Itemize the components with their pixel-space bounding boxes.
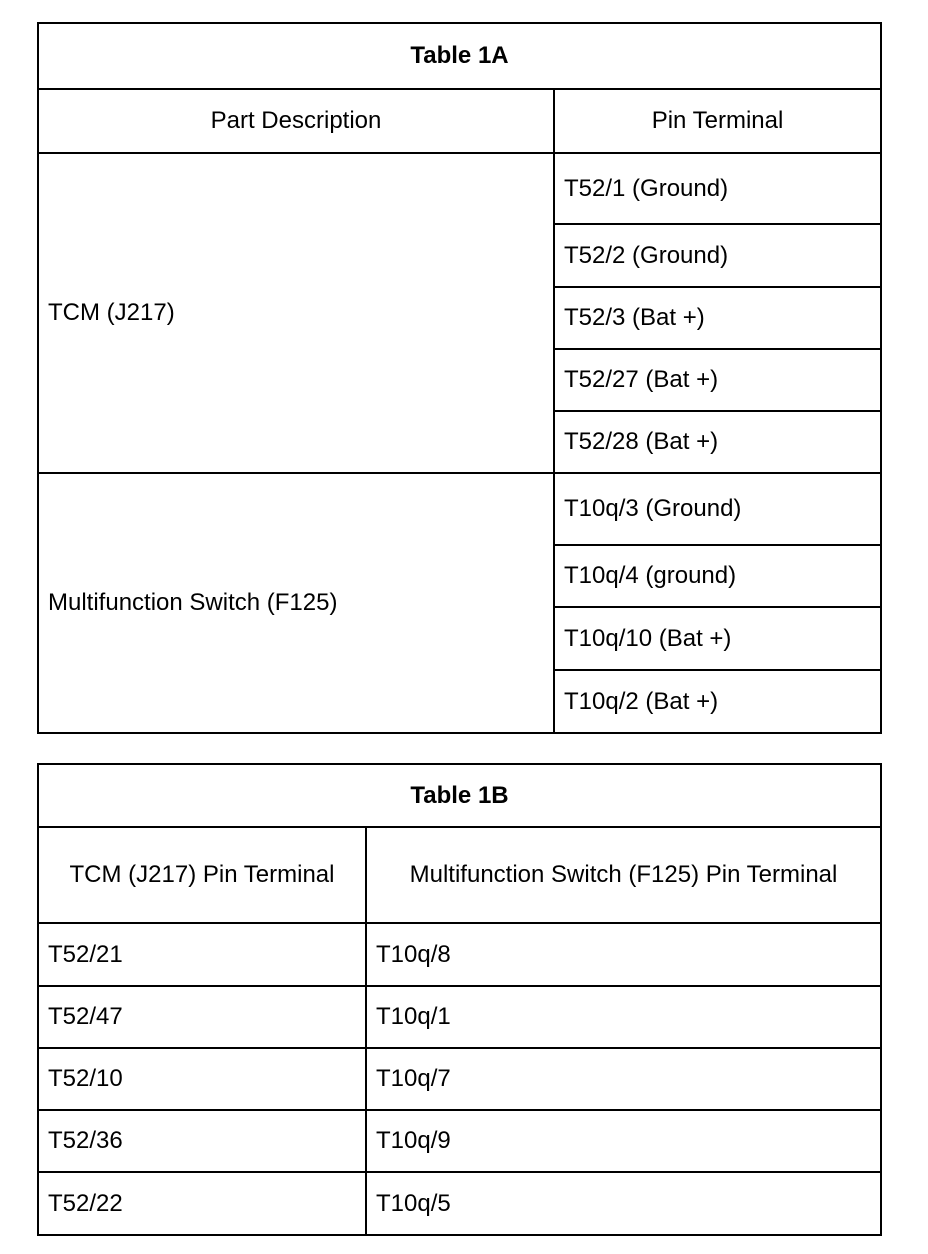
pin-cell: T52/3 (Bat +) — [554, 287, 881, 349]
tcm-pin-cell: T52/22 — [38, 1172, 366, 1235]
tcm-pin-cell: T52/47 — [38, 986, 366, 1048]
pin-cell: T52/27 (Bat +) — [554, 349, 881, 411]
table-1b-title: Table 1B — [38, 764, 881, 827]
header-part-description: Part Description — [38, 89, 554, 153]
tcm-pin-cell: T52/21 — [38, 923, 366, 986]
switch-pin-cell: T10q/1 — [366, 986, 881, 1048]
table-1b — [37, 763, 882, 1236]
header-switch-pin-terminal: Multifunction Switch (F125) Pin Terminal — [366, 827, 881, 923]
pin-cell: T10q/3 (Ground) — [554, 473, 881, 545]
switch-pin-cell: T10q/9 — [366, 1110, 881, 1172]
table-row — [38, 1110, 881, 1172]
table-row — [38, 923, 881, 986]
header-tcm-pin-terminal: TCM (J217) Pin Terminal — [38, 827, 366, 923]
tcm-pin-cell: T52/10 — [38, 1048, 366, 1110]
pin-cell: T52/28 (Bat +) — [554, 411, 881, 473]
table-row — [38, 1172, 881, 1235]
table-1a — [37, 22, 882, 734]
header-pin-terminal: Pin Terminal — [554, 89, 881, 153]
pin-cell: T10q/10 (Bat +) — [554, 607, 881, 670]
switch-pin-cell: T10q/8 — [366, 923, 881, 986]
pin-cell: T52/2 (Ground) — [554, 224, 881, 287]
switch-pin-cell: T10q/7 — [366, 1048, 881, 1110]
pin-cell: T52/1 (Ground) — [554, 153, 881, 224]
pin-cell: T10q/4 (ground) — [554, 545, 881, 607]
tcm-pin-cell: T52/36 — [38, 1110, 366, 1172]
table-row — [38, 986, 881, 1048]
table-1a-title: Table 1A — [38, 23, 881, 89]
table-row — [38, 1048, 881, 1110]
part-tcm: TCM (J217) — [38, 153, 554, 473]
part-multifunction-switch: Multifunction Switch (F125) — [38, 473, 554, 733]
pin-cell: T10q/2 (Bat +) — [554, 670, 881, 733]
switch-pin-cell: T10q/5 — [366, 1172, 881, 1235]
